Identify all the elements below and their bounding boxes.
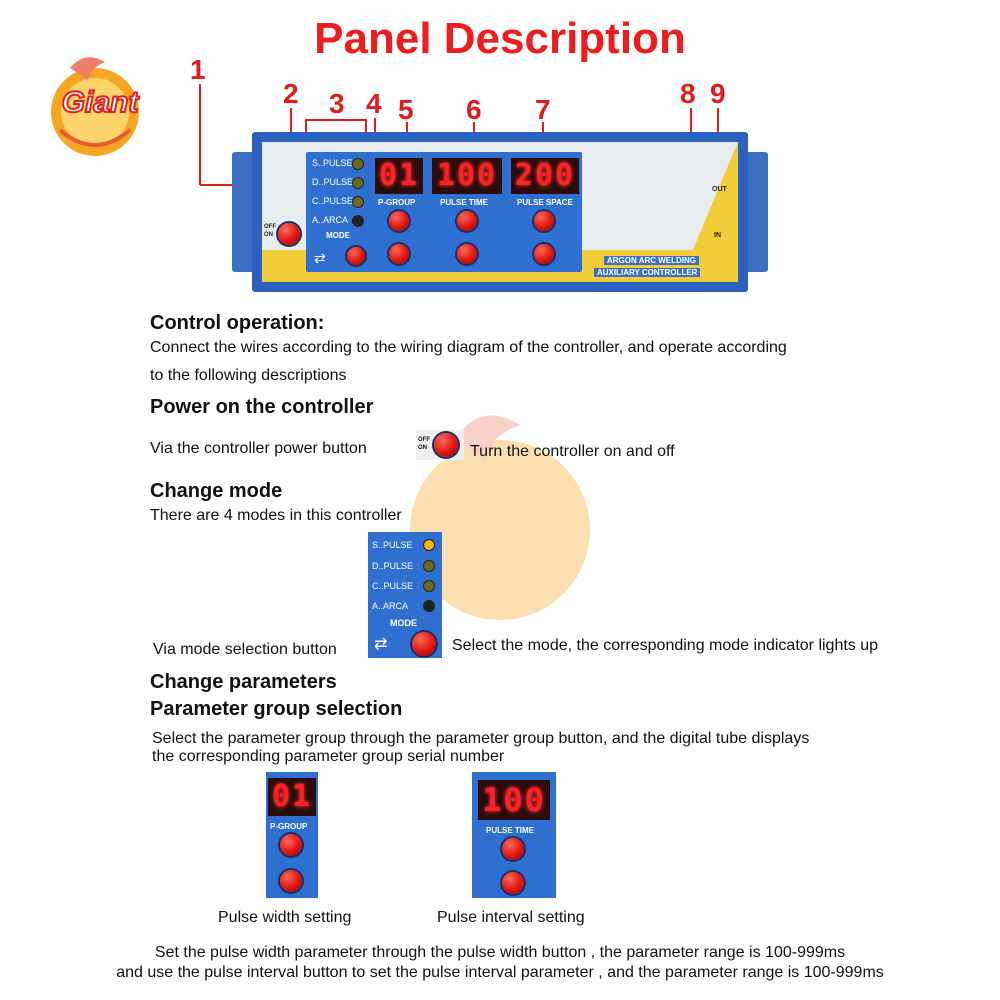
example-group-down-icon [280,870,302,892]
example-pulse-time-down-icon [502,872,524,894]
callout-8: 8 [680,78,696,109]
pulse-time-display: 100 [432,158,502,194]
pulse-time-up-button[interactable] [457,211,477,231]
example-mode-c-pulse: C..PULSE [372,581,414,591]
group-label: P-GROUP [378,198,416,207]
group-text-1: Select the parameter group through the parameter group button, and the digital tube displays [152,730,810,747]
mode-selector-example [368,532,442,658]
mode-result-text: Select the mode, the corresponding mode indicator lights up [452,637,879,654]
brand-line-2: AUXILIARY CONTROLLER [594,268,700,277]
mode-a-arca-label: A..ARCA [312,215,349,225]
power-heading: Power on the controller [150,396,374,418]
mode-d-pulse-indicator [353,178,363,188]
example-group-display: 01 [268,778,316,816]
example-mode-cycle-icon: ⇄ [374,636,388,653]
power-label-on: ON [264,232,273,238]
params-heading: Change parameters [150,671,337,693]
example-power-button-icon [434,433,458,457]
power-button-example [416,430,464,460]
example-mode-a-arca: A..ARCA [372,601,409,611]
group-down-button[interactable] [389,244,409,264]
page-title: Panel Description [314,14,686,63]
power-button[interactable] [278,223,300,245]
pulse-space-up-button[interactable] [534,211,554,231]
mode-via-text: Via mode selection button [153,641,337,658]
example-mode-s-pulse-indicator [424,540,434,550]
pulse-space-display: 200 [511,158,579,194]
mode-d-pulse-label: D..PULSE [312,177,354,187]
example-pulse-time-up-icon [502,838,524,860]
callout-1: 1 [190,54,206,85]
caption-pulse-interval: Pulse interval setting [437,909,585,926]
mode-s-pulse-indicator [353,159,363,169]
control-text-2: to the following descriptions [150,367,347,384]
group-text-2: the corresponding parameter group serial number [152,748,505,765]
brand-line-1: ARGON ARC WELDING [604,256,699,265]
example-mode-label: MODE [390,618,417,628]
example-group-up-icon [280,834,302,856]
footer-line-1: Set the pulse width parameter through the pulse width button , the parameter range is 100-999ms [154,944,846,961]
pulse-time-label: PULSE TIME [440,198,489,207]
example-mode-s-pulse: S..PULSE [372,540,413,550]
controller-panel [232,132,768,292]
example-mode-c-pulse-indicator [424,581,434,591]
pulse-width-example [266,772,318,898]
mode-label: MODE [326,231,350,240]
example-mode-a-arca-indicator [424,601,434,611]
out-terminal-label: OUT [712,186,727,193]
callout-2: 2 [283,78,299,109]
group-heading: Parameter group selection [150,698,403,720]
mode-a-arca-indicator [353,216,363,226]
callout-7: 7 [535,94,551,125]
pulse-time-down-button[interactable] [457,244,477,264]
power-via-text: Via the controller power button [150,440,367,457]
example-mode-button-icon [412,632,436,656]
callout-3: 3 [329,88,345,119]
mode-button[interactable] [347,247,365,265]
example-power-label-off: OFF [418,437,430,443]
control-heading: Control operation: [150,312,325,334]
mode-s-pulse-label: S..PULSE [312,158,353,168]
footer-line-2: and use the pulse interval button to set the pulse interval parameter , and the parameter range is 100-999ms [116,964,884,981]
in-terminal-label: IN [714,232,721,239]
example-pulse-time-display: 100 [478,780,550,820]
example-mode-d-pulse: D..PULSE [372,561,414,571]
pulse-space-down-button[interactable] [534,244,554,264]
power-label-off: OFF [264,224,276,230]
mode-cycle-icon: ⇄ [314,250,326,266]
logo-text: Giant [61,86,139,119]
callout-6: 6 [466,94,482,125]
mode-c-pulse-label: C..PULSE [312,196,354,206]
group-up-button[interactable] [389,211,409,231]
example-power-label-on: ON [418,445,427,451]
callout-4: 4 [366,88,382,119]
example-mode-d-pulse-indicator [424,561,434,571]
mode-heading: Change mode [150,480,283,502]
example-pulse-time-label: PULSE TIME [486,826,535,835]
mode-text: There are 4 modes in this controller [150,507,402,524]
callout-9: 9 [710,78,726,109]
pulse-interval-example [472,772,556,898]
control-text-1: Connect the wires according to the wiring diagram of the controller, and operate according [150,339,787,356]
group-display: 01 [375,158,423,194]
mode-c-pulse-indicator [353,197,363,207]
pulse-space-label: PULSE SPACE [517,198,573,207]
callout-5: 5 [398,94,414,125]
power-result-text: Turn the controller on and off [470,443,675,460]
example-group-label: P-GROUP [270,822,308,831]
caption-pulse-width: Pulse width setting [218,909,352,926]
